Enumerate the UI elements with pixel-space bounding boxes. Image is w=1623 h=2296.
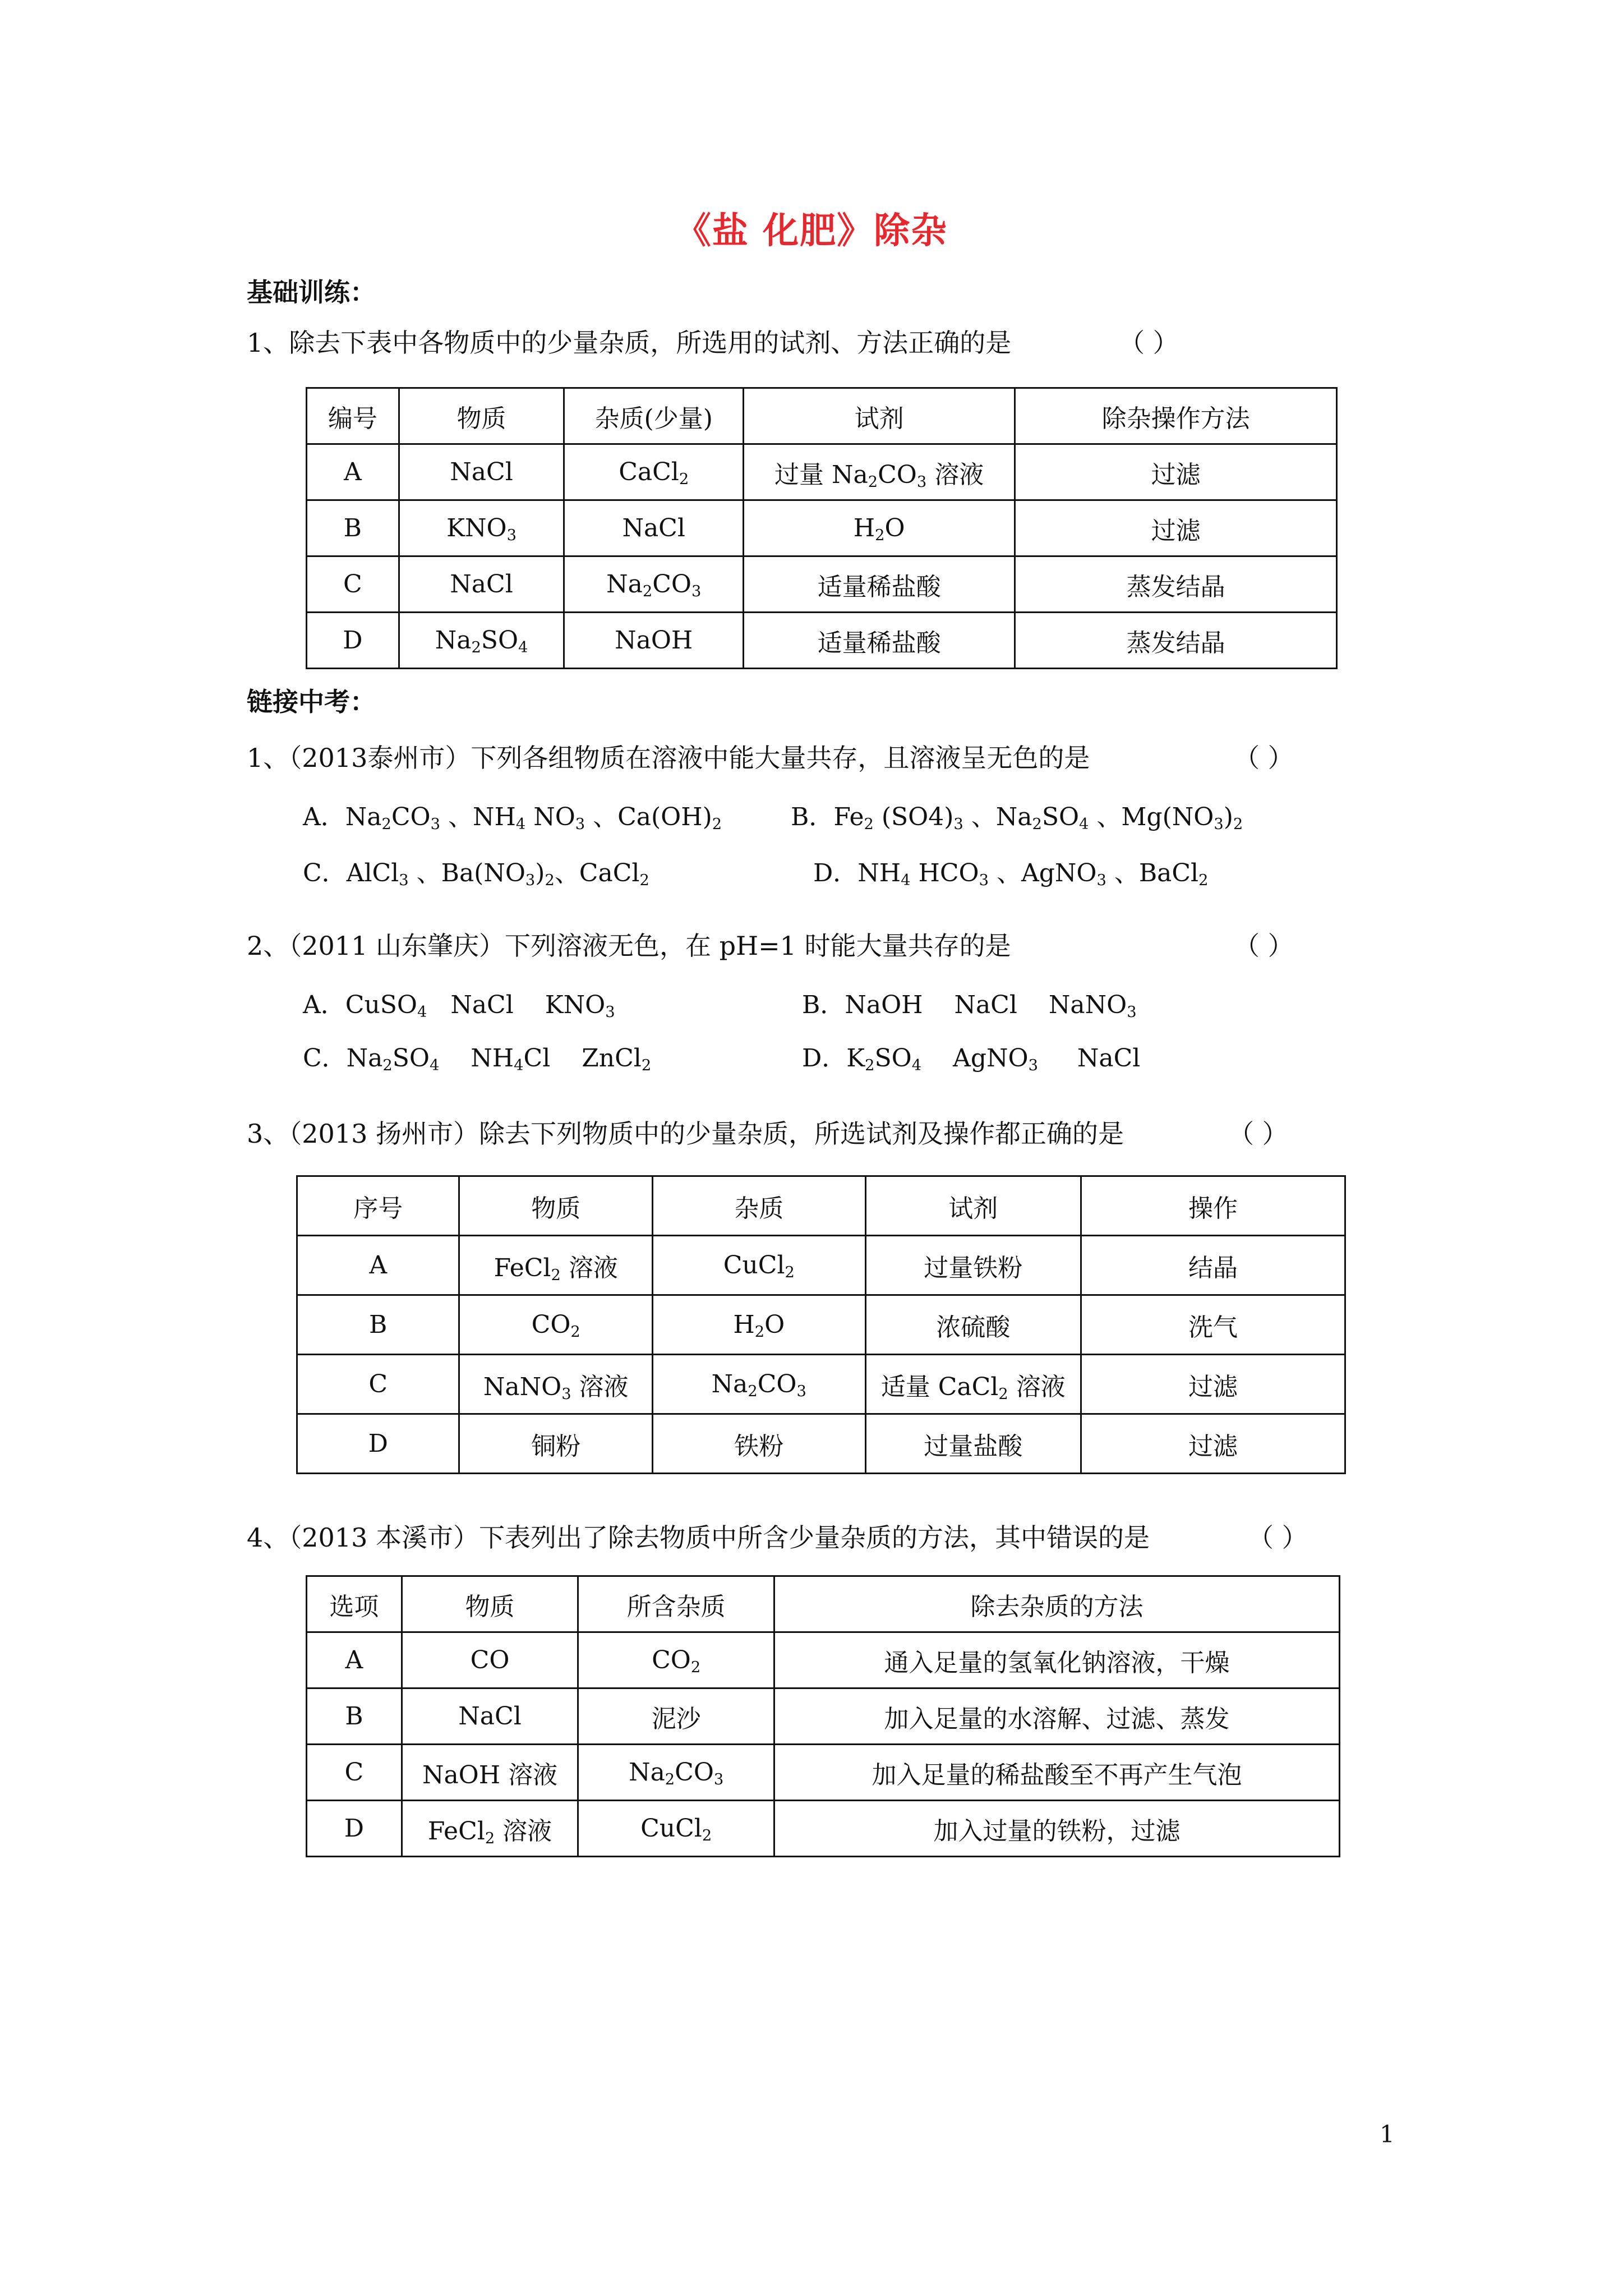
table-cell: $Na_2CO_3$ (653, 1355, 866, 1414)
page-title: 《盐 化肥》除杂 (675, 210, 948, 252)
table-header-row (307, 1576, 1340, 1632)
table-cell: 通入足量的氢氧化钠溶液，干燥 (774, 1632, 1339, 1688)
table-cell: 操作 (1081, 1176, 1345, 1236)
table-cell: NaCl (564, 500, 744, 556)
table-cell: B (297, 1295, 459, 1355)
table-cell: 适量稀盐酸 (744, 613, 1015, 669)
option-b: B．$Fe_2$ $(SO4)_3$ 、$Na_2SO_4$ 、$Mg(NO_3)_2$ (791, 803, 1243, 833)
table-cell: C (297, 1355, 459, 1414)
table-body (307, 1576, 1340, 1857)
table-cell: $Na_2CO_3$ (578, 1745, 774, 1801)
table-row (307, 1688, 1340, 1745)
table-cell: D (307, 613, 399, 669)
table-row (297, 1414, 1345, 1474)
table-cell: FeCl$_2$ 溶液 (459, 1236, 653, 1295)
table-cell: C (307, 556, 399, 613)
table-cell: C (307, 1745, 402, 1801)
table-cell: NaCl (402, 1688, 578, 1745)
table-cell: 铜粉 (459, 1414, 653, 1474)
table-cell: 所含杂质 (578, 1576, 774, 1632)
table-cell: 杂质 (653, 1176, 866, 1236)
table-cell: $Na_2CO_3$ (564, 556, 744, 613)
table-cell: 加入足量的水溶解、过滤、蒸发 (774, 1688, 1339, 1745)
table-body (297, 1176, 1345, 1474)
table-cell: D (297, 1414, 459, 1474)
table-cell: NaCl (399, 556, 564, 613)
answer-blank: （ ） (1119, 328, 1179, 358)
answer-blank: （ ） (1228, 1119, 1288, 1149)
table-cell: $Na_2SO_4$ (399, 613, 564, 669)
table-cell: CO (402, 1632, 578, 1688)
option-c: C．$Na_2SO_4$ $NH_4Cl$ ZnCl$_2$ (303, 1044, 652, 1074)
question-exam-4: 4、（2013 本溪市）下表列出了除去物质中所含少量杂质的方法，其中错误的是 (247, 1522, 1150, 1553)
table-exam-4 (306, 1575, 1340, 1857)
table-row (307, 556, 1337, 613)
table-cell: 蒸发结晶 (1015, 556, 1337, 613)
table-cell: CaCl$_2$ (564, 444, 744, 500)
table-row (307, 1801, 1340, 1857)
table-cell: B (307, 1688, 402, 1745)
table-cell: 选项 (307, 1576, 402, 1632)
option-c: C．AlCl$_3$ 、$Ba(NO_3)_2$、CaCl$_2$ (303, 859, 649, 889)
table-cell: 过量 $Na_2CO_3$ 溶液 (744, 444, 1015, 500)
table-cell: 铁粉 (653, 1414, 866, 1474)
table-cell: 适量 CaCl$_2$ 溶液 (865, 1355, 1081, 1414)
table-row (307, 1632, 1340, 1688)
question-exam-1: 1、（2013泰州市）下列各组物质在溶液中能大量共存，且溶液呈无色的是 (247, 743, 1090, 773)
option-a: A．CuSO$_4$ NaCl $KNO_3$ (303, 991, 615, 1021)
table-cell: A (307, 1632, 402, 1688)
table-cell: $CO_2$ (578, 1632, 774, 1688)
table-header-row (307, 388, 1337, 444)
question-basic-1: 1、除去下表中各物质中的少量杂质，所选用的试剂、方法正确的是 (247, 328, 1012, 358)
table-cell: A (297, 1236, 459, 1295)
table-cell: 编号 (307, 388, 399, 444)
table-cell: FeCl$_2$ 溶液 (402, 1801, 578, 1857)
table-cell: CuCl$_2$ (578, 1801, 774, 1857)
table-cell: 物质 (459, 1176, 653, 1236)
table-row (297, 1355, 1345, 1414)
table-cell: $H_2O$ (744, 500, 1015, 556)
table-row (307, 444, 1337, 500)
table-cell: 过滤 (1015, 444, 1337, 500)
section-heading-basic: 基础训练： (247, 277, 376, 307)
section-heading-exam: 链接中考： (247, 687, 376, 717)
question-exam-2: 2、（2011 山东肇庆）下列溶液无色，在 pH=1 时能大量共存的是 (247, 931, 1011, 961)
table-body (307, 388, 1337, 669)
page-number: 1 (1380, 2120, 1395, 2148)
question-exam-3: 3、（2013 扬州市）除去下列物质中的少量杂质，所选试剂及操作都正确的是 (247, 1119, 1124, 1149)
table-cell: CuCl$_2$ (653, 1236, 866, 1295)
table-header-row (297, 1176, 1345, 1236)
table-cell: 杂质(少量) (564, 388, 744, 444)
table-row (297, 1295, 1345, 1355)
table-row (297, 1236, 1345, 1295)
table-cell: NaCl (399, 444, 564, 500)
table-cell: 加入足量的稀盐酸至不再产生气泡 (774, 1745, 1339, 1801)
table-row (307, 1745, 1340, 1801)
table-cell: 除杂操作方法 (1015, 388, 1337, 444)
option-d: D．$K_2SO_4$ AgNO$_3$ NaCl (802, 1044, 1141, 1074)
table-cell: 加入过量的铁粉，过滤 (774, 1801, 1339, 1857)
table-cell: B (307, 500, 399, 556)
table-cell: 过量铁粉 (865, 1236, 1081, 1295)
table-cell: 过滤 (1015, 500, 1337, 556)
table-cell: $CO_2$ (459, 1295, 653, 1355)
table-exam-3 (296, 1175, 1346, 1474)
table-cell: 适量稀盐酸 (744, 556, 1015, 613)
answer-blank: （ ） (1248, 1522, 1308, 1553)
table-cell: 过量盐酸 (865, 1414, 1081, 1474)
table-cell: NaOH (564, 613, 744, 669)
table-cell: 蒸发结晶 (1015, 613, 1337, 669)
table-cell: 洗气 (1081, 1295, 1345, 1355)
table-row (307, 500, 1337, 556)
table-cell: A (307, 444, 399, 500)
table-cell: NaNO$_3$ 溶液 (459, 1355, 653, 1414)
table-cell: 浓硫酸 (865, 1295, 1081, 1355)
option-a: A．$Na_2CO_3$ 、$NH_4$ $NO_3$ 、$Ca(OH)_2$ (303, 803, 722, 833)
table-cell: 物质 (399, 388, 564, 444)
table-basic-1 (306, 387, 1338, 669)
table-row (307, 613, 1337, 669)
table-cell: 过滤 (1081, 1414, 1345, 1474)
answer-blank: （ ） (1234, 743, 1294, 773)
table-cell: 试剂 (865, 1176, 1081, 1236)
table-cell: 过滤 (1081, 1355, 1345, 1414)
table-cell: 物质 (402, 1576, 578, 1632)
table-cell: 序号 (297, 1176, 459, 1236)
table-cell: $H_2O$ (653, 1295, 866, 1355)
table-cell: $KNO_3$ (399, 500, 564, 556)
table-cell: D (307, 1801, 402, 1857)
answer-blank: （ ） (1234, 931, 1294, 961)
option-b: B．NaOH NaCl NaNO$_3$ (802, 991, 1137, 1021)
table-cell: 泥沙 (578, 1688, 774, 1745)
table-cell: 除去杂质的方法 (774, 1576, 1339, 1632)
table-cell: NaOH 溶液 (402, 1745, 578, 1801)
table-cell: 结晶 (1081, 1236, 1345, 1295)
table-cell: 试剂 (744, 388, 1015, 444)
option-d: D．$NH_4$ $HCO_3$ 、AgNO$_3$ 、BaCl$_2$ (813, 859, 1209, 889)
